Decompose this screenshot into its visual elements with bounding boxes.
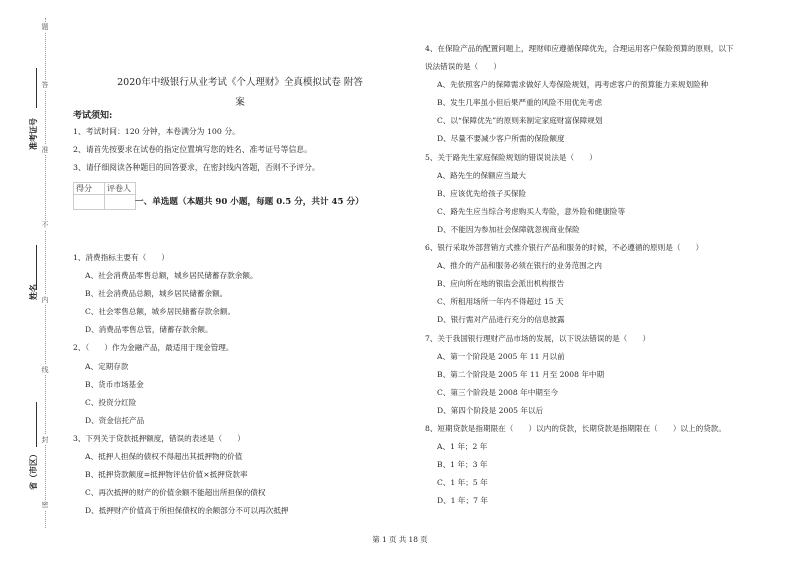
question-stem: 1、消费指标主要有（ ） (73, 253, 169, 262)
answer-option: D、1 年；7 年 (437, 496, 488, 506)
section-title: 一、单选题（本题共 90 小题，每题 0.5 分，共计 45 分） (135, 197, 364, 207)
answer-option: A、第一个阶段是 2005 年 11 月以前 (437, 351, 565, 361)
answer-option: D、尽量不要减少客户所需的保险额度 (437, 134, 565, 144)
exam-title (80, 73, 400, 113)
seal-line (45, 18, 46, 528)
seal-char: 密 (41, 501, 49, 509)
answer-option: B、发生几率虽小但后果严重的风险不用优先考虑 (437, 98, 603, 108)
seal-char: 答 (41, 81, 49, 89)
seal-char: 内 (41, 296, 49, 304)
question-stem: 说法错误的是（ ） (425, 62, 501, 72)
answer-option: A、路先生的保额应当最大 (437, 170, 527, 180)
answer-option: B、应向所在地的银监会派出机构报告 (437, 279, 565, 289)
region-label: 省（市区） (28, 450, 38, 490)
question-stem: 7、关于我国银行理财产品市场的发展，以下说法错误的是（ ） (425, 333, 651, 343)
score-header: 得分 (74, 183, 105, 195)
answer-option: C、所租用场所一年内不得超过 15 天 (437, 297, 564, 307)
answer-option: C、社会零售总额，城乡居民储蓄存款余额。 (85, 307, 236, 317)
answer-option: D、第四个阶段是 2005 年以后 (437, 405, 544, 415)
exam-id-label: 准考证号 (28, 118, 38, 150)
question-stem: 3、下列关于贷款抵押额度，错误的表述是（ ） (73, 433, 245, 443)
seal-char: 封 (41, 436, 49, 444)
answer-option: C、第三个阶段是 2008 年中期至今 (437, 387, 559, 397)
answer-option: A、1 年；2 年 (437, 442, 488, 452)
answer-option: D、不能因为参加社会保障就忽视商业保险 (437, 224, 580, 234)
exam-id-underline (36, 68, 37, 108)
answer-option: D、抵押财产价值高于所担保债权的余额部分不可以再次抵押 (85, 506, 289, 516)
question (425, 239, 734, 329)
name-label: 姓名 (28, 284, 38, 300)
grader-cell[interactable] (105, 195, 136, 210)
answer-option: B、1 年；3 年 (437, 460, 488, 470)
answer-option: B、货币市场基金 (85, 379, 144, 389)
page-footer: 第 1 页 共 18 页 (372, 535, 428, 544)
title-line-2: 案 (235, 97, 245, 108)
question (73, 430, 289, 520)
answer-option: D、资金信托产品 (85, 415, 145, 425)
notice-heading: 考试须知: (73, 111, 113, 121)
seal-char: 题 (41, 23, 49, 31)
answer-option: B、抵押贷款额度=抵押物评估价值×抵押贷款率 (85, 470, 248, 480)
question-stem: 6、银行采取外部营销方式推介银行产品和服务的时候，不必遵循的原则是（ ） (425, 243, 704, 253)
question-stem: 2、（ ）作为金融产品，最适用于现金管理。 (73, 343, 234, 353)
right-question-column (425, 40, 734, 510)
seal-char: 线 (41, 366, 49, 374)
answer-option: C、路先生应当综合考虑购买人寿险，意外险和健康险等 (437, 206, 626, 216)
answer-option: A、社会消费品零售总额，城乡居民储蓄存款余额。 (85, 271, 258, 281)
question (73, 249, 289, 339)
grader-header: 评卷人 (105, 183, 136, 195)
question (425, 420, 734, 510)
answer-option: C、1 年；5 年 (437, 478, 488, 488)
question-stem: 4、在保险产品的配置问题上，理财师应遵循保障优先，合理运用客户保险预算的原则，以下 (425, 44, 734, 53)
question (425, 40, 734, 149)
question (73, 339, 289, 429)
answer-option: B、社会消费品总额，城乡居民储蓄余额。 (85, 289, 228, 299)
question (425, 149, 734, 239)
question-stem: 8、短期贷款是指期限在（ ）以内的贷款，长期贷款是指期限在（ ）以上的贷款。 (425, 423, 726, 433)
answer-option: C、以“保障优先”的原则来制定家庭财富保障规划 (437, 116, 603, 126)
answer-option: A、抵押人担保的债权不得超出其抵押物的价值 (85, 452, 243, 462)
notice-item: 1、考试时间：120 分钟，本卷满分为 100 分。 (73, 127, 240, 136)
answer-option: A、先依照客户的保障需求做好人寿保险规划，再考虑客户的预算能力来规划险种 (437, 80, 709, 90)
question (425, 330, 734, 420)
notice-item: 3、请仔细阅读各种题目的回答要求，在密封线内答题，否则不予评分。 (73, 163, 320, 172)
left-question-column (73, 249, 289, 520)
score-cell[interactable] (74, 195, 105, 210)
answer-option: B、应该优先给孩子买保险 (437, 188, 527, 198)
title-line-1: 2020年中级银行从业考试《个人理财》全真模拟试卷 附答 (117, 77, 363, 88)
answer-option: B、第二个阶段是 2005 年 11 月至 2008 年中期 (437, 369, 605, 379)
answer-option: A、推介的产品和服务必须在银行的业务范围之内 (437, 261, 602, 271)
seal-char: 不 (41, 221, 49, 229)
answer-option: D、银行需对产品进行充分的信息披露 (437, 315, 565, 325)
answer-option: A、定期存款 (85, 361, 129, 371)
seal-char: 准 (41, 146, 49, 154)
notice-item: 2、请首先按要求在试卷的指定位置填写您的姓名、准考证号等信息。 (73, 145, 312, 154)
score-table (73, 182, 136, 210)
region-underline (36, 402, 37, 447)
question-stem: 5、关于路先生家庭保险规划的错误说法是（ ） (425, 152, 597, 162)
answer-option: C、再次抵押的财产的价值余额不能超出所担保的债权 (85, 488, 266, 498)
answer-option: D、消费品零售总管，储蓄存款余额。 (85, 325, 213, 335)
answer-option: C、投资分红险 (85, 397, 137, 407)
